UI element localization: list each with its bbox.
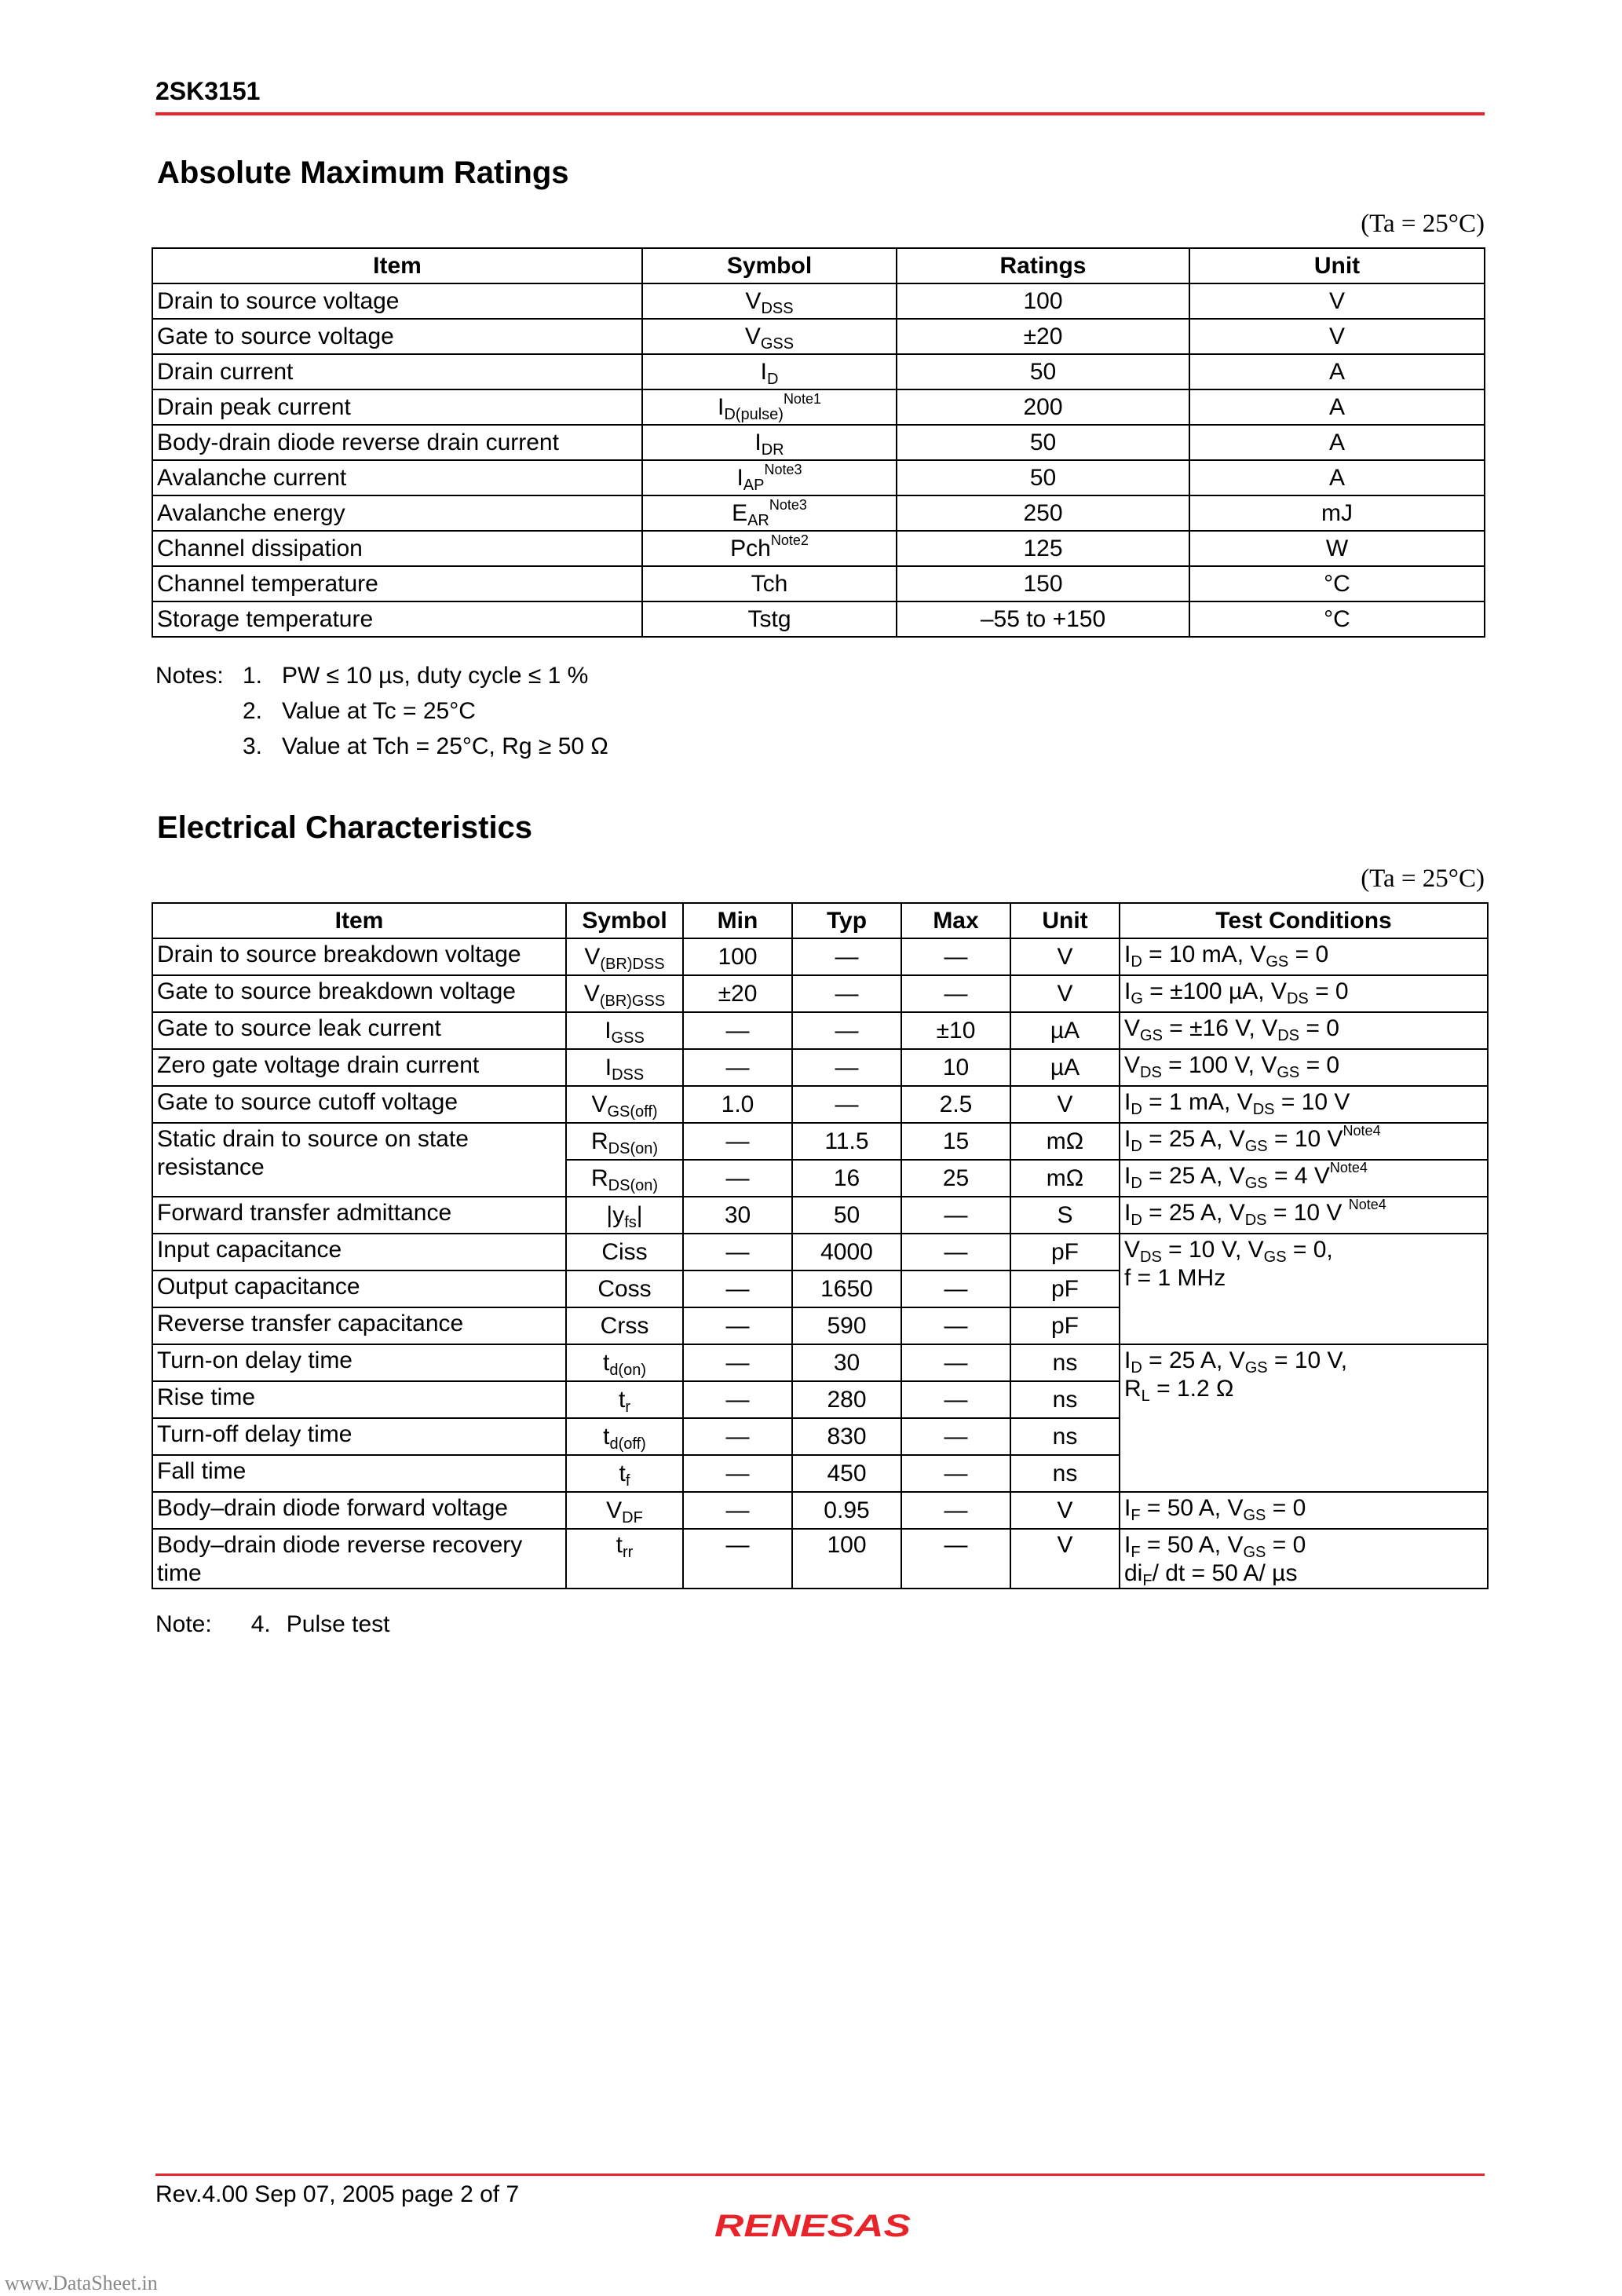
ec-min: 100 — [683, 938, 792, 975]
ec-symbol: Coss — [566, 1270, 683, 1307]
ec-unit: µA — [1010, 1012, 1120, 1049]
ec-typ: 0.95 — [792, 1492, 901, 1529]
ec-item: Forward transfer admittance — [152, 1197, 566, 1234]
ec-symbol: Crss — [566, 1307, 683, 1344]
amr-unit: V — [1189, 319, 1485, 354]
amr-row — [152, 283, 1485, 319]
ec-symbol: $V_{GS(off)}$ — [566, 1086, 683, 1123]
ec-typ: — — [792, 1012, 901, 1049]
ec-unit: ns — [1010, 1455, 1120, 1492]
ec-col-header: Symbol — [566, 903, 683, 938]
ec-symbol: $I_{GSS}$ — [566, 1012, 683, 1049]
ec-item: Input capacitance — [152, 1234, 566, 1270]
amr-col-header: Item — [152, 248, 642, 283]
ec-test-condition: $I_G = \pm 100$ µA, $V_{DS} = 0$ — [1120, 975, 1488, 1012]
ec-min: — — [683, 1307, 792, 1344]
ec-typ: 450 — [792, 1455, 901, 1492]
ec-unit: pF — [1010, 1234, 1120, 1270]
amr-item: Avalanche current — [152, 460, 642, 495]
amr-row — [152, 601, 1485, 637]
ec-max: 15 — [901, 1123, 1010, 1160]
amr-item: Storage temperature — [152, 601, 642, 637]
amr-note: 2. Value at Tc = 25°C — [243, 698, 476, 724]
part-number: 2SK3151 — [155, 77, 261, 105]
ec-min: — — [683, 1123, 792, 1160]
ec-max: — — [901, 1455, 1010, 1492]
ec-col-header: Typ — [792, 903, 901, 938]
ec-item: Turn-off delay time — [152, 1418, 566, 1455]
ec-min: — — [683, 1270, 792, 1307]
ec-unit: V — [1010, 1086, 1120, 1123]
ec-max: — — [901, 1529, 1010, 1589]
ec-symbol: $t_{d(on)}$ — [566, 1344, 683, 1381]
header-rule — [155, 112, 1485, 115]
ec-unit: S — [1010, 1197, 1120, 1234]
ec-item: Static drain to source on state resistance — [152, 1123, 566, 1197]
amr-unit: A — [1189, 460, 1485, 495]
amr-item: Drain peak current — [152, 389, 642, 425]
amr-symbol: Tstg — [642, 601, 897, 637]
ec-min: — — [683, 1344, 792, 1381]
amr-rating: 200 — [897, 389, 1189, 425]
ec-col-header: Min — [683, 903, 792, 938]
ec-test-condition: $I_D = 25$ A, $V_{GS} = 4$ $V^{Note4}$ — [1120, 1160, 1488, 1197]
ec-min: ±20 — [683, 975, 792, 1012]
ec-item: Rise time — [152, 1381, 566, 1418]
amr-row — [152, 354, 1485, 389]
ec-symbol: $t_f$ — [566, 1455, 683, 1492]
ec-max: 10 — [901, 1049, 1010, 1086]
ec-condition: (Ta = 25°C) — [1361, 865, 1485, 893]
ec-max: 25 — [901, 1160, 1010, 1197]
ec-test-condition: $V_{DS} = 10$ V, $V_{GS} = 0$, f = 1 MHz — [1120, 1234, 1488, 1344]
ec-max: ±10 — [901, 1012, 1010, 1049]
ec-unit: ns — [1010, 1344, 1120, 1381]
ec-test-condition: $I_D = 25$ A, $V_{GS} = 10$ $V^{Note4}$ — [1120, 1123, 1488, 1160]
ec-typ: 590 — [792, 1307, 901, 1344]
amr-rating: 50 — [897, 460, 1189, 495]
amr-symbol: $E_{AR}^{Note3}$ — [642, 495, 897, 531]
ec-col-header: Test Conditions — [1120, 903, 1488, 938]
ec-item: Drain to source breakdown voltage — [152, 938, 566, 975]
ec-min: — — [683, 1492, 792, 1529]
ec-test-condition: $V_{GS} = \pm 16$ V, $V_{DS} = 0$ — [1120, 1012, 1488, 1049]
ec-col-header: Unit — [1010, 903, 1120, 938]
amr-note: 3. Value at Tch = 25°C, Rg ≥ 50 Ω — [243, 733, 608, 759]
ec-max: — — [901, 1197, 1010, 1234]
ec-item: Gate to source breakdown voltage — [152, 975, 566, 1012]
ec-test-condition: $V_{DS} = 100$ V, $V_{GS} = 0$ — [1120, 1049, 1488, 1086]
amr-rating: 50 — [897, 425, 1189, 460]
ec-row — [152, 1123, 1488, 1160]
ec-min: — — [683, 1455, 792, 1492]
amr-symbol: $I_{D(pulse)}^{Note1}$ — [642, 389, 897, 425]
ec-unit: pF — [1010, 1307, 1120, 1344]
amr-col-header: Ratings — [897, 248, 1189, 283]
ec-max: — — [901, 938, 1010, 975]
ec-min: — — [683, 1418, 792, 1455]
ec-note-num: 4. — [250, 1611, 271, 1637]
ec-max: — — [901, 1492, 1010, 1529]
amr-symbol: $V_{GSS}$ — [642, 319, 897, 354]
ec-max: — — [901, 1270, 1010, 1307]
amr-note: Notes: 1. PW ≤ 10 µs, duty cycle ≤ 1 % — [155, 663, 589, 689]
amr-item: Drain to source voltage — [152, 283, 642, 319]
ec-typ: 1650 — [792, 1270, 901, 1307]
ec-typ: — — [792, 975, 901, 1012]
ec-symbol: $t_{d(off)}$ — [566, 1418, 683, 1455]
ec-typ: 16 — [792, 1160, 901, 1197]
ec-symbol: $R_{DS(on)}$ — [566, 1160, 683, 1197]
amr-unit: mJ — [1189, 495, 1485, 531]
ec-symbol: Ciss — [566, 1234, 683, 1270]
ec-test-condition: $I_D = 25$ A, $V_{DS} = 10$ V $^{Note4}$ — [1120, 1197, 1488, 1234]
ec-unit: V — [1010, 1529, 1120, 1589]
ec-symbol: $V_{(BR)GSS}$ — [566, 975, 683, 1012]
amr-rating: –55 to +150 — [897, 601, 1189, 637]
ec-row — [152, 1086, 1488, 1123]
amr-unit: V — [1189, 283, 1485, 319]
amr-row — [152, 495, 1485, 531]
amr-item: Drain current — [152, 354, 642, 389]
ec-min: 30 — [683, 1197, 792, 1234]
ec-symbol: $V_{(BR)DSS}$ — [566, 938, 683, 975]
amr-row — [152, 319, 1485, 354]
ec-col-header: Item — [152, 903, 566, 938]
ec-symbol: $|y_{fs}|$ — [566, 1197, 683, 1234]
amr-rating: 125 — [897, 531, 1189, 566]
ec-item: Body–drain diode reverse recovery time — [152, 1529, 566, 1589]
ec-row — [152, 1492, 1488, 1529]
ec-typ: 11.5 — [792, 1123, 901, 1160]
amr-symbol: $I_{AP}^{Note3}$ — [642, 460, 897, 495]
ec-symbol: $R_{DS(on)}$ — [566, 1123, 683, 1160]
ec-typ: 830 — [792, 1418, 901, 1455]
amr-unit: W — [1189, 531, 1485, 566]
amr-item: Channel dissipation — [152, 531, 642, 566]
amr-title: Absolute Maximum Ratings — [157, 155, 569, 190]
ec-max: — — [901, 1418, 1010, 1455]
ec-item: Gate to source leak current — [152, 1012, 566, 1049]
ec-min: — — [683, 1160, 792, 1197]
footer-rule — [155, 2174, 1485, 2176]
ec-unit: pF — [1010, 1270, 1120, 1307]
ec-symbol: $V_{DF}$ — [566, 1492, 683, 1529]
ec-typ: 100 — [792, 1529, 901, 1589]
ec-test-condition: $I_D = 25$ A, $V_{GS} = 10$ V, $R_L = 1.2$ Ω — [1120, 1344, 1488, 1492]
amr-item: Channel temperature — [152, 566, 642, 601]
amr-rating: 50 — [897, 354, 1189, 389]
ec-col-header: Max — [901, 903, 1010, 938]
ec-max: — — [901, 1381, 1010, 1418]
amr-symbol: $V_{DSS}$ — [642, 283, 897, 319]
amr-unit: °C — [1189, 601, 1485, 637]
amr-symbol: Tch — [642, 566, 897, 601]
renesas-logo — [714, 2199, 911, 2246]
svg-text:RENESAS: RENESAS — [714, 2209, 911, 2243]
ec-max: — — [901, 975, 1010, 1012]
amr-rating: 100 — [897, 283, 1189, 319]
electrical-characteristics-table — [152, 902, 1489, 1589]
ec-symbol: $t_r$ — [566, 1381, 683, 1418]
amr-unit: °C — [1189, 566, 1485, 601]
ec-typ: 4000 — [792, 1234, 901, 1270]
amr-item: Body-drain diode reverse drain current — [152, 425, 642, 460]
ec-note-label: Note: — [155, 1611, 212, 1637]
ec-test-condition: $I_F = 50$ A, $V_{GS} = 0$ — [1120, 1492, 1488, 1529]
amr-unit: A — [1189, 425, 1485, 460]
amr-symbol: Pch$^{Note2}$ — [642, 531, 897, 566]
ec-item: Gate to source cutoff voltage — [152, 1086, 566, 1123]
ec-min: 1.0 — [683, 1086, 792, 1123]
ec-unit: ns — [1010, 1418, 1120, 1455]
amr-rating: 150 — [897, 566, 1189, 601]
amr-rating: ±20 — [897, 319, 1189, 354]
amr-notes — [155, 658, 608, 764]
amr-col-header: Unit — [1189, 248, 1485, 283]
amr-symbol: $I_D$ — [642, 354, 897, 389]
ec-row — [152, 1012, 1488, 1049]
ec-test-condition: $I_D = 10$ mA, $V_{GS} = 0$ — [1120, 938, 1488, 975]
ec-typ: — — [792, 1049, 901, 1086]
amr-condition: (Ta = 25°C) — [1361, 210, 1485, 238]
ec-item: Output capacitance — [152, 1270, 566, 1307]
ec-row — [152, 1197, 1488, 1234]
ec-min: — — [683, 1049, 792, 1086]
ec-unit: ns — [1010, 1381, 1120, 1418]
ec-row — [152, 1344, 1488, 1381]
ec-max: — — [901, 1307, 1010, 1344]
ec-row — [152, 975, 1488, 1012]
ec-unit: µA — [1010, 1049, 1120, 1086]
ec-test-condition: $I_F = 50$ A, $V_{GS} = 0$ $di_F/$ dt = 50 A/ µs — [1120, 1529, 1488, 1589]
ec-unit: mΩ — [1010, 1160, 1120, 1197]
ec-row — [152, 1234, 1488, 1270]
revision-text: Rev.4.00 Sep 07, 2005 page 2 of 7 — [155, 2181, 520, 2207]
ec-max: — — [901, 1234, 1010, 1270]
ec-title: Electrical Characteristics — [157, 810, 533, 845]
amr-row — [152, 566, 1485, 601]
ec-typ: — — [792, 1086, 901, 1123]
ec-note — [155, 1607, 389, 1642]
ec-max: 2.5 — [901, 1086, 1010, 1123]
amr-row — [152, 425, 1485, 460]
ec-row — [152, 1529, 1488, 1589]
ec-item: Body–drain diode forward voltage — [152, 1492, 566, 1529]
ec-unit: mΩ — [1010, 1123, 1120, 1160]
ec-min: — — [683, 1381, 792, 1418]
amr-row — [152, 531, 1485, 566]
ec-unit: V — [1010, 1492, 1120, 1529]
ec-typ: 50 — [792, 1197, 901, 1234]
ec-item: Reverse transfer capacitance — [152, 1307, 566, 1344]
ec-min: — — [683, 1234, 792, 1270]
ec-item: Turn-on delay time — [152, 1344, 566, 1381]
absolute-maximum-ratings-table — [152, 247, 1485, 638]
ec-item: Zero gate voltage drain current — [152, 1049, 566, 1086]
amr-unit: A — [1189, 354, 1485, 389]
ec-row — [152, 1049, 1488, 1086]
ec-item: Fall time — [152, 1455, 566, 1492]
ec-unit: V — [1010, 975, 1120, 1012]
ec-symbol: $I_{DSS}$ — [566, 1049, 683, 1086]
amr-symbol: $I_{DR}$ — [642, 425, 897, 460]
amr-unit: A — [1189, 389, 1485, 425]
amr-item: Gate to source voltage — [152, 319, 642, 354]
amr-rating: 250 — [897, 495, 1189, 531]
ec-symbol: $t_{rr}$ — [566, 1529, 683, 1589]
ec-note-text: Pulse test — [286, 1611, 390, 1637]
ec-typ: 280 — [792, 1381, 901, 1418]
amr-row — [152, 460, 1485, 495]
ec-typ: — — [792, 938, 901, 975]
ec-max: — — [901, 1344, 1010, 1381]
ec-min: — — [683, 1012, 792, 1049]
amr-item: Avalanche energy — [152, 495, 642, 531]
ec-row — [152, 938, 1488, 975]
amr-col-header: Symbol — [642, 248, 897, 283]
ec-min: — — [683, 1529, 792, 1589]
watermark: www.DataSheet.in — [5, 2272, 158, 2294]
amr-row — [152, 389, 1485, 425]
ec-typ: 30 — [792, 1344, 901, 1381]
ec-unit: V — [1010, 938, 1120, 975]
ec-test-condition: $I_D = 1$ mA, $V_{DS} = 10$ V — [1120, 1086, 1488, 1123]
